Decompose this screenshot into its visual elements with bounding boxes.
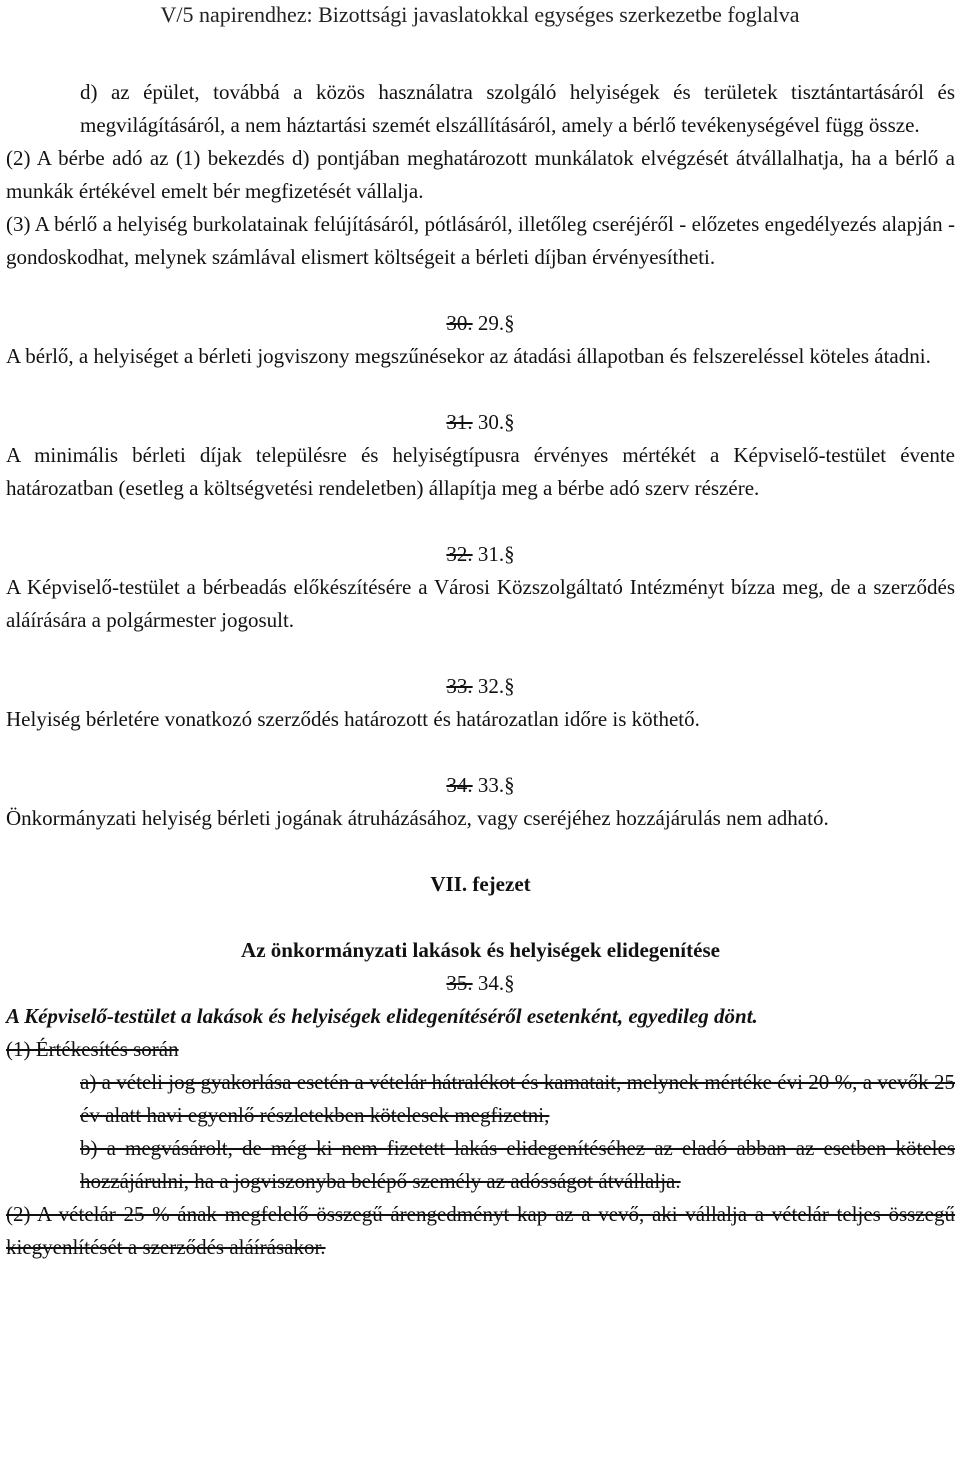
old-section-number: 35.: [446, 971, 473, 995]
deleted-point-a: a) a vételi jog gyakorlása esetén a vételár hátralékot és kamatait, melynek mértéke évi 20 %, a vevők 25 év alatt havi egyenlő részletekben kötelesek megfizetni,: [80, 1070, 955, 1127]
chapter-number: VII. fejezet: [430, 872, 531, 896]
old-section-number: 31.: [446, 410, 473, 434]
section-heading-30: [6, 406, 955, 439]
new-section-number: 31.§: [472, 542, 515, 566]
document-body: [6, 76, 955, 1264]
chapter-title: Az önkormányzati lakások és helyiségek elidegenítése: [241, 938, 720, 962]
old-section-number: 30.: [446, 311, 473, 335]
old-section-number: 34.: [446, 773, 473, 797]
deleted-paragraph-2: (2) A vételár 25 % ának megfelelő összegű árengedményt kap az a vevő, aki vállalja a vételár teljes összegű kiegyenlítését a szerződés aláírásakor.: [6, 1202, 955, 1259]
new-section-number: 32.§: [472, 674, 515, 698]
deleted-paragraph-1: (1) Értékesítés során: [6, 1037, 179, 1061]
old-section-number: 32.: [446, 542, 473, 566]
page-header: V/5 napirendhez: Bizottsági javaslatokkal egységes szerkezetbe foglalva: [160, 2, 800, 27]
section-heading-34: [6, 967, 955, 1000]
deleted-point-b: b) a megvásárolt, de még ki nem fizetett lakás elidegenítéséhez az eladó abban az esetben köteles hozzájárulni, ha a jogviszonyba belépő személy az adósságot átvállalja.: [80, 1136, 955, 1193]
section-31-text: A Képviselő-testület a bérbeadás előkészítésére a Városi Közszolgáltató Intézményt bízza meg, de a szerződés aláírására a polgármester jogosult.: [6, 575, 955, 632]
section-32-text: Helyiség bérletére vonatkozó szerződés határozott és határozatlan időre is köthető.: [6, 707, 700, 731]
section-heading-29: [6, 307, 955, 340]
new-section-number: 34.§: [472, 971, 515, 995]
paragraph-d: d) az épület, továbbá a közös használatra szolgáló helyiségek és területek tisztántartásáról és megvilágításáról, a nem háztartási szemét elszállításáról, amely a bérlő tevékenységével függ össze.: [80, 80, 955, 137]
paragraph-2: (2) A bérbe adó az (1) bekezdés d) pontjában meghatározott munkálatok elvégzését átvállalhatja, ha a bérlő a munkák értékével emelt bér megfizetését vállalja.: [6, 146, 955, 203]
section-33-text: Önkormányzati helyiség bérleti jogának átruházásához, vagy cseréjéhez hozzájárulás nem adható.: [6, 806, 829, 830]
section-34-text: A Képviselő-testület a lakások és helyiségek elidegenítéséről esetenként, egyedileg dönt.: [6, 1004, 758, 1028]
section-heading-31: [6, 538, 955, 571]
new-section-number: 29.§: [472, 311, 515, 335]
section-29-text: A bérlő, a helyiséget a bérleti jogviszony megszűnésekor az átadási állapotban és felszereléssel köteles átadni.: [6, 344, 931, 368]
old-section-number: 33.: [446, 674, 473, 698]
new-section-number: 30.§: [472, 410, 515, 434]
paragraph-3: (3) A bérlő a helyiség burkolatainak felújításáról, pótlásáról, illetőleg cseréjéről - előzetes engedélyezés alapján - gondoskodhat, melynek számlával elismert költségeit a bérleti díjban érvényesítheti.: [6, 212, 955, 269]
section-30-text: A minimális bérleti díjak településre és helyiségtípusra érvényes mértékét a Képviselő-testület évente határozatban (esetleg a költségvetési rendeletben) állapítja meg a bérbe adó szerv részére.: [6, 443, 955, 500]
section-heading-33: [6, 769, 955, 802]
section-heading-32: [6, 670, 955, 703]
new-section-number: 33.§: [472, 773, 515, 797]
